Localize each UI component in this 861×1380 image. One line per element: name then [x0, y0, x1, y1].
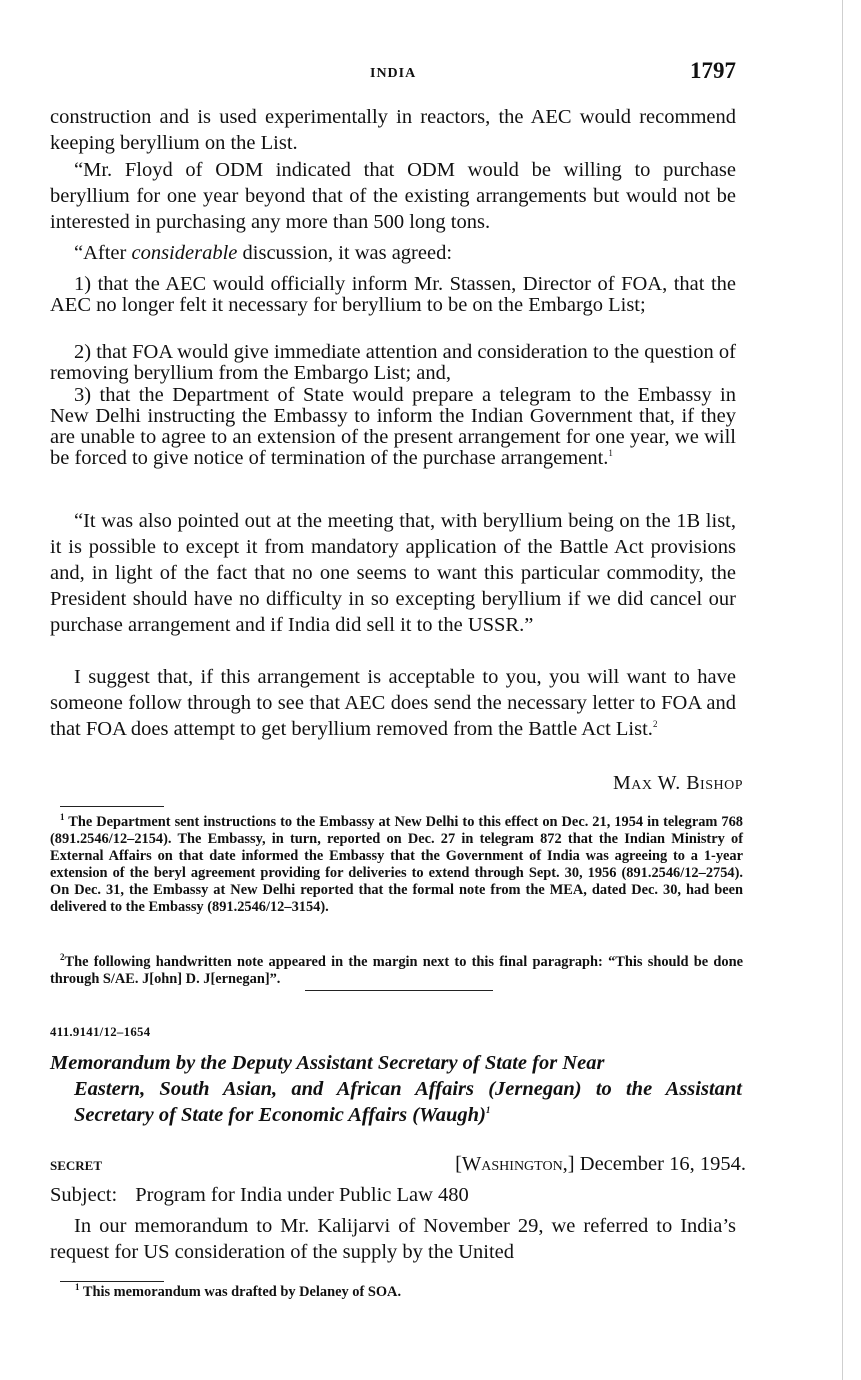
paragraph-agreement-intro [50, 240, 736, 266]
agreement-item-3 [50, 385, 736, 469]
footnote-3-text: This memorandum was drafted by Delaney of SOA. [82, 1284, 402, 1300]
dateline-place: [Washington,] [455, 1153, 575, 1175]
footnote-1-mark: 1 [60, 812, 65, 823]
paragraph-continuation: construction and is used experimentally in reactors, the AEC would recommend keeping beryllium on the List. [50, 106, 736, 154]
page-number: 1797 [690, 58, 736, 83]
classification-marking: SECRET [50, 1158, 103, 1173]
paragraph-floyd: “Mr. Floyd of ODM indicated that ODM would be willing to purchase beryllium for one year beyond that of the existing arrangements but would not be interested in purchasing any more than 500 long tons. [50, 159, 736, 233]
document-file-number: 411.9141/12–1654 [50, 1025, 151, 1039]
footnote-1 [50, 814, 743, 916]
document-title-line-2 [50, 1076, 742, 1128]
document-title-line-2-text: Eastern, South Asian, and African Affairs (Jernegan) to the Assistant Secretary of State for Economic Affairs (Waugh) [74, 1078, 742, 1126]
intro-emphasis: considerable [131, 242, 238, 264]
page-header [50, 58, 736, 88]
footnote-ref-2: 2 [652, 719, 658, 730]
intro-before: “After [74, 242, 132, 264]
document-title-line-1: Memorandum by the Deputy Assistant Secretary of State for Near [50, 1052, 605, 1074]
running-title: INDIA [370, 66, 417, 81]
agreement-item-2: 2) that FOA would give immediate attention and consideration to the question of removing beryllium from the Embargo List; and, [50, 341, 736, 384]
subject-line [50, 1184, 469, 1207]
paragraph-battle-act: “It was also pointed out at the meeting that, with beryllium being on the 1B list, it is possible to except it from mandatory application of the Battle Act provisions and, in light of the fact that no one seems to want this particular commodity, the President should have no difficulty in so excepting beryllium if we did cancel our purchase arrangement and if India did sell it to the USSR.” [50, 510, 736, 636]
footnote-3 [50, 1284, 401, 1301]
agreement-item-3-text: 3) that the Department of State would prepare a telegram to the Embassy in New Delhi instructing the Embassy to inform the Indian Government that, if they are unable to agree to an extension of the present arrangement for one year, we will be forced to give notice of termination of the purchase arrangement. [50, 384, 736, 469]
title-footnote-ref: 1 [485, 1105, 491, 1116]
paragraph-memorandum-opening: In our memorandum to Mr. Kalijarvi of November 29, we referred to India’s request for US consideration of the supply by the United [50, 1215, 736, 1263]
subject-label: Subject: [50, 1184, 118, 1206]
footnote-3-mark: 1 [75, 1282, 80, 1293]
dateline [455, 1153, 746, 1176]
agreement-item-1: 1) that the AEC would officially inform Mr. Stassen, Director of FOA, that the AEC no longer felt it necessary for beryllium to be on the Embargo List; [50, 273, 736, 316]
subject-text: Program for India under Public Law 480 [135, 1184, 469, 1206]
footnote-ref-1: 1 [608, 448, 613, 459]
footnote-2-mark: 2 [60, 952, 65, 963]
intro-after: discussion, it was agreed: [237, 242, 453, 264]
dateline-date: December 16, 1954. [579, 1153, 746, 1175]
section-divider [305, 990, 493, 991]
document-title [50, 1050, 742, 1128]
paragraph-suggestion-text: I suggest that, if this arrangement is acceptable to you, you will want to have someone follow through to see that AEC does send the necessary letter to FOA and that FOA does attempt to get beryllium removed from the Battle Act List. [50, 666, 736, 740]
footnote-divider [60, 806, 164, 807]
footnote-2 [50, 954, 743, 988]
page-edge-line [842, 0, 843, 1380]
footnote-2-text: The following handwritten note appeared in the margin next to this final paragraph: “This should be done through S/AE. J[ohn] D. J[ernegan]”. [50, 954, 743, 987]
footnote-1-text: The Department sent instructions to the Embassy at New Delhi to this effect on Dec. 21, 1954 in telegram 768 (891.2546/12–2154). The Embassy, in turn, reported on Dec. 27 in telegram 872 that the Indian Ministry of External Affairs on that date informed the Embassy that the Government of India was agreeing to a 1-year extension of the beryl agreement providing for deliveries to extend through Sept. 30, 1956 (891.2546/12–2754). On Dec. 31, the Embassy at New Delhi reported that the formal note from the MEA, dated Dec. 30, had been delivered to the Embassy (891.2546/12–3154). [50, 814, 744, 915]
signature: Max W. Bishop [613, 772, 743, 794]
paragraph-suggestion [50, 664, 736, 742]
